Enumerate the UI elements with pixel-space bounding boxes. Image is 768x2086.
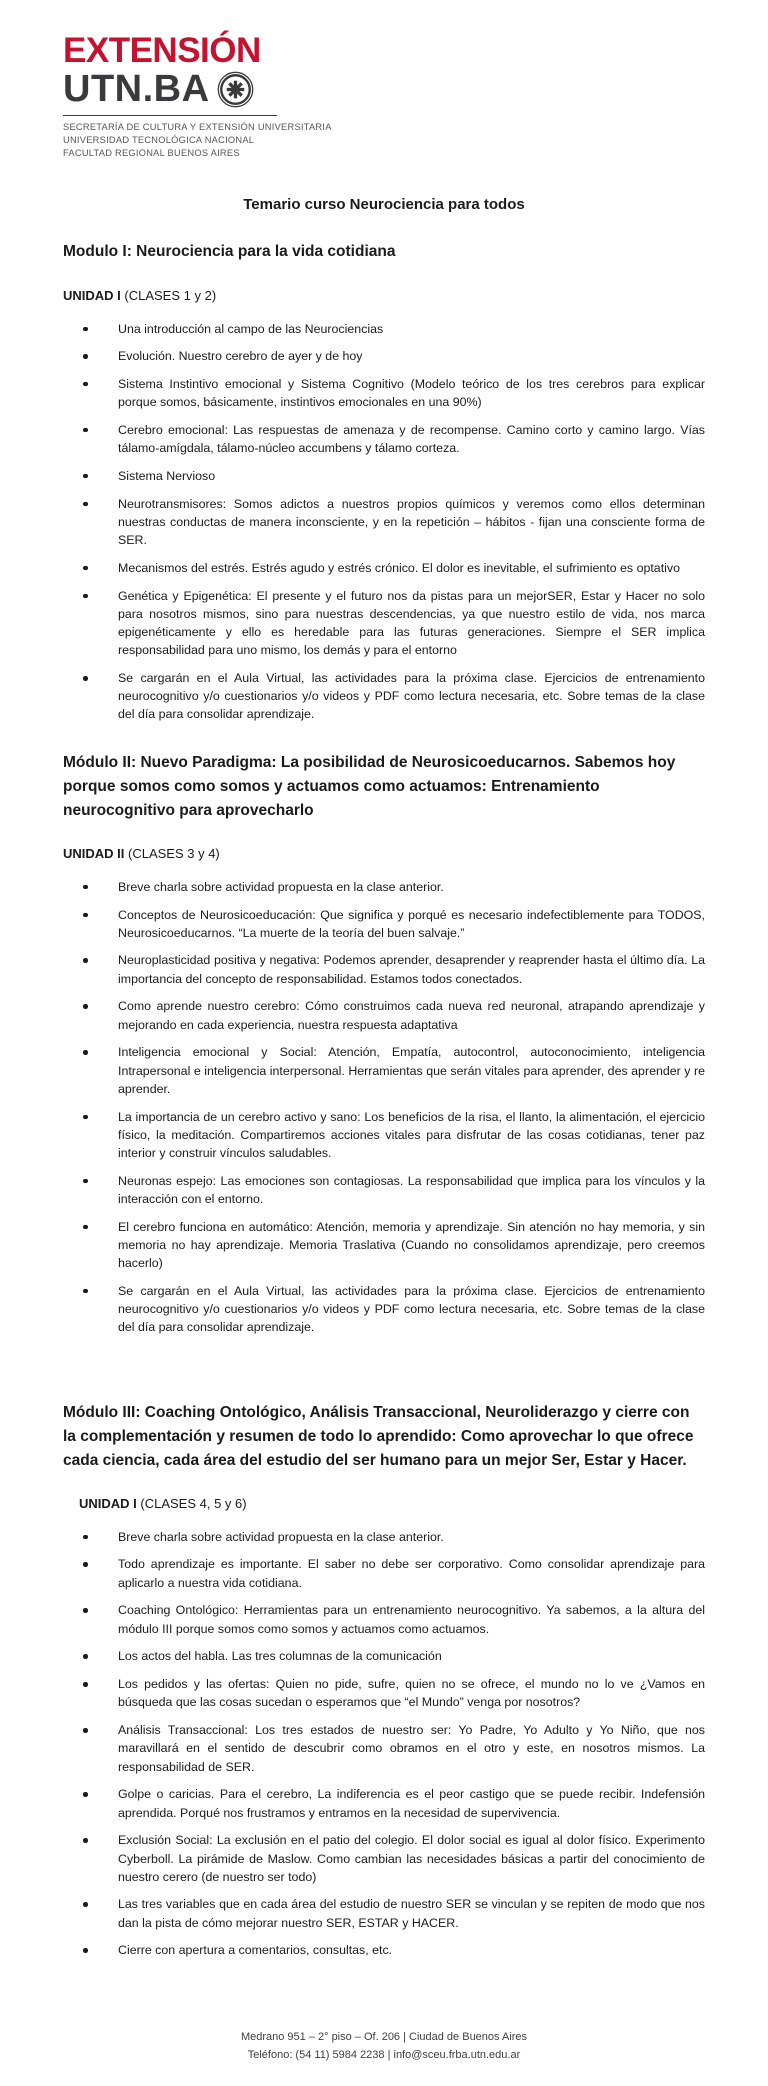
list-item: Neuronas espejo: Las emociones son contagiosas. La responsabilidad que implica para los vínculos y la interacción con el entorno. — [63, 1172, 705, 1208]
list-item: Mecanismos del estrés. Estrés agudo y estrés crónico. El dolor es inevitable, el sufrimiento es optativo — [63, 559, 705, 577]
module-section — [63, 751, 705, 1337]
unit-heading-rest: (CLASES 4, 5 y 6) — [136, 1495, 247, 1511]
list-item: Una introducción al campo de las Neurociencias — [63, 320, 705, 338]
list-item: Sistema Nervioso — [63, 467, 705, 485]
list-item: Evolución. Nuestro cerebro de ayer y de hoy — [63, 347, 705, 365]
modules — [63, 213, 705, 1969]
list-item: Exclusión Social: La exclusión en el patio del colegio. El dolor social es igual al dolor físico. Experimento Cyberboll. La pirámide de Maslow. Como cambian las necesidades básicas a partir del conocimiento de nuestro cerero (de nuestro ser todo) — [63, 1831, 705, 1886]
list-item: Neurotransmisores: Somos adictos a nuestros propios químicos y veremos como ellos determinan nuestras conductas de manera inconsciente, y en la repetición – hábitos - fijan una consciente forma de SER. — [63, 495, 705, 550]
footer-contact: Teléfono: (54 11) 5984 2238 | info@sceu.frba.utn.edu.ar — [247, 2048, 521, 2061]
module-heading: Módulo III: Coaching Ontológico, Análisis Transaccional, Neuroliderazgo y cierre con la complementación y resumen de todo lo aprendido: Como aprovechar lo que ofrece cada ciencia, cada área del estudio del ser humano para un mejor Ser, Estar y Hacer. — [63, 1403, 694, 1469]
list-item: Inteligencia emocional y Social: Atención, Empatía, autocontrol, autoconocimiento, inteligencia Intrapersonal e inteligencia interpersonal. Herramientas que serán vitales para aprender, des aprender y re aprender. — [63, 1043, 705, 1098]
list-item: Breve charla sobre actividad propuesta en la clase anterior. — [63, 1528, 705, 1546]
list-item: Cierre con apertura a comentarios, consultas, etc. — [63, 1941, 705, 1959]
unit-bullet-list — [63, 878, 705, 1337]
list-item: Análisis Transaccional: Los tres estados de nuestro ser: Yo Padre, Yo Adulto y Yo Niño, que nos maravillará en el sentido de descubrir como obramos en el otro y este, en nosotros mismos. La responsabilidad de SER. — [63, 1721, 705, 1776]
list-item: Conceptos de Neurosicoeducación: Que significa y porqué es necesario indefectiblemente para TODOS, Neurosicoeducarnos. “La muerte de la teoría del buen salvaje.” — [63, 906, 705, 942]
list-item: La importancia de un cerebro activo y sano: Los beneficios de la risa, el llanto, la alimentación, el ejercicio físico, la meditación. Compartiremos acciones vitales para disfrutar de las cosas cotidianas, tener paz interior y construir vínculos saludables. — [63, 1108, 705, 1163]
unit-heading — [63, 1496, 705, 1511]
list-item: Como aprende nuestro cerebro: Cómo construimos cada nueva red neuronal, atrapando aprendizaje y mejorando en cada experiencia, nuestra respuesta adaptativa — [63, 997, 705, 1033]
logo-utnba-row — [63, 70, 705, 108]
footer-address: Medrano 951 – 2° piso – Of. 206 | Ciudad de Buenos Aires — [240, 2031, 528, 2044]
logo-subtitle-facultad: FACULTAD REGIONAL BUENOS AIRES — [63, 147, 240, 158]
unit-heading-bold: UNIDAD I — [63, 287, 121, 303]
list-item: Los pedidos y las ofertas: Quien no pide, sufre, quien no se ofrece, el mundo no lo ve ¿Vamos en búsqueda que las cosas sucedan o esperamos que “el Mundo” venga por nosotros? — [63, 1675, 705, 1711]
list-item: Genética y Epigenética: El presente y el futuro nos da pistas para un mejorSER, Estar y Hacer no solo para nosotros mismos, sino para nuestras descendencias, ya que nuestro estilo de vida, nos marca epigenéticamente y ello es heredable para las futuras generaciones. Siempre el SER implica responsabilidad para uno mismo, los demás y para el entorno — [63, 587, 705, 660]
unit-heading-bold: UNIDAD II — [63, 845, 125, 861]
utn-gear-icon — [217, 71, 254, 108]
logo-block — [63, 33, 705, 159]
list-item: Golpe o caricias. Para el cerebro, La indiferencia es el peor castigo que se puede recibir. Indefensión aprendida. Porqué nos frustramos y entramos en la necesidad de supervivencia. — [63, 1785, 705, 1821]
module-section — [63, 1401, 705, 1960]
list-item: Cerebro emocional: Las respuestas de amenaza y de recompense. Camino corto y camino largo. Vías tálamo-amígdala, tálamo-núcleo accumbens y tálamo corteza. — [63, 421, 705, 457]
unit-bullet-list — [63, 1528, 705, 1960]
list-item: Neuroplasticidad positiva y negativa: Podemos aprender, desaprender y reaprender hasta el último día. La importancia del concepto de responsabilidad. Estamos todos conectados. — [63, 951, 705, 987]
list-item: Los actos del habla. Las tres columnas de la comunicación — [63, 1647, 705, 1665]
module-section — [63, 240, 705, 723]
page-title: Temario curso Neurociencia para todos — [243, 196, 525, 214]
list-item: Coaching Ontológico: Herramientas para un entrenamiento neurocognitivo. Ya sabemos, a la altura del módulo III porque somos como somos y actuamos como actuamos. — [63, 1601, 705, 1637]
logo-utnba-wordmark: UTN.BA — [63, 68, 210, 110]
unit-heading-bold: UNIDAD I — [79, 1495, 137, 1511]
list-item: Breve charla sobre actividad propuesta en la clase anterior. — [63, 878, 705, 896]
page-footer — [63, 1969, 705, 2064]
list-item: Se cargarán en el Aula Virtual, las actividades para la próxima clase. Ejercicios de entrenamiento neurocognitivo y/o cuestionarios y/o videos y PDF como lectura necesaria, etc. Sobre temas de la clase del día para consolidar aprendizaje. — [63, 669, 705, 724]
unit-heading-rest: (CLASES 3 y 4) — [124, 845, 220, 861]
unit-heading-rest: (CLASES 1 y 2) — [120, 287, 217, 303]
logo-divider — [63, 115, 277, 116]
unit-bullet-list — [63, 320, 705, 724]
list-item: El cerebro funciona en automático: Atención, memoria y aprendizaje. Sin atención no hay memoria, y sin memoria no hay aprendizaje. Memoria Traslativa (Cuando no consolidamos aprendizaje, pero creemos hacerlo) — [63, 1218, 705, 1273]
unit-heading — [63, 846, 705, 861]
logo-subtitle-secretaria: SECRETARÍA DE CULTURA Y EXTENSIÓN UNIVERSITARIA — [63, 122, 332, 132]
unit-heading — [63, 288, 705, 303]
logo-extension-wordmark: EXTENSIÓN — [63, 31, 261, 70]
logo-subtitle-universidad: UNIVERSIDAD TECNOLÓGICA NACIONAL — [63, 134, 255, 145]
module-heading: Modulo I: Neurociencia para la vida cotidiana — [63, 243, 396, 261]
list-item: Las tres variables que en cada área del estudio de nuestro SER se vinculan y se repiten de modo que nos dan la pista de cómo mejorar nuestro SER, ESTAR y HACER. — [63, 1895, 705, 1931]
list-item: Todo aprendizaje es importante. El saber no debe ser corporativo. Como consolidar aprendizaje para aplicarlo a nuestra vida cotidiana. — [63, 1555, 705, 1591]
list-item: Sistema Instintivo emocional y Sistema Cognitivo (Modelo teórico de los tres cerebros para explicar porque somos, básicamente, instintivos emocionales en una 90%) — [63, 375, 705, 411]
module-heading: Módulo II: Nuevo Paradigma: La posibilidad de Neurosicoeducarnos. Sabemos hoy porque somos como somos y actuamos como actuamos: Entrenamiento neurocognitivo para aprovecharlo — [63, 753, 676, 819]
list-item: Se cargarán en el Aula Virtual, las actividades para la próxima clase. Ejercicios de entrenamiento neurocognitivo y/o cuestionarios y/o videos y PDF como lectura necesaria, etc. Sobre temas de la clase del día para consolidar aprendizaje. — [63, 1282, 705, 1337]
